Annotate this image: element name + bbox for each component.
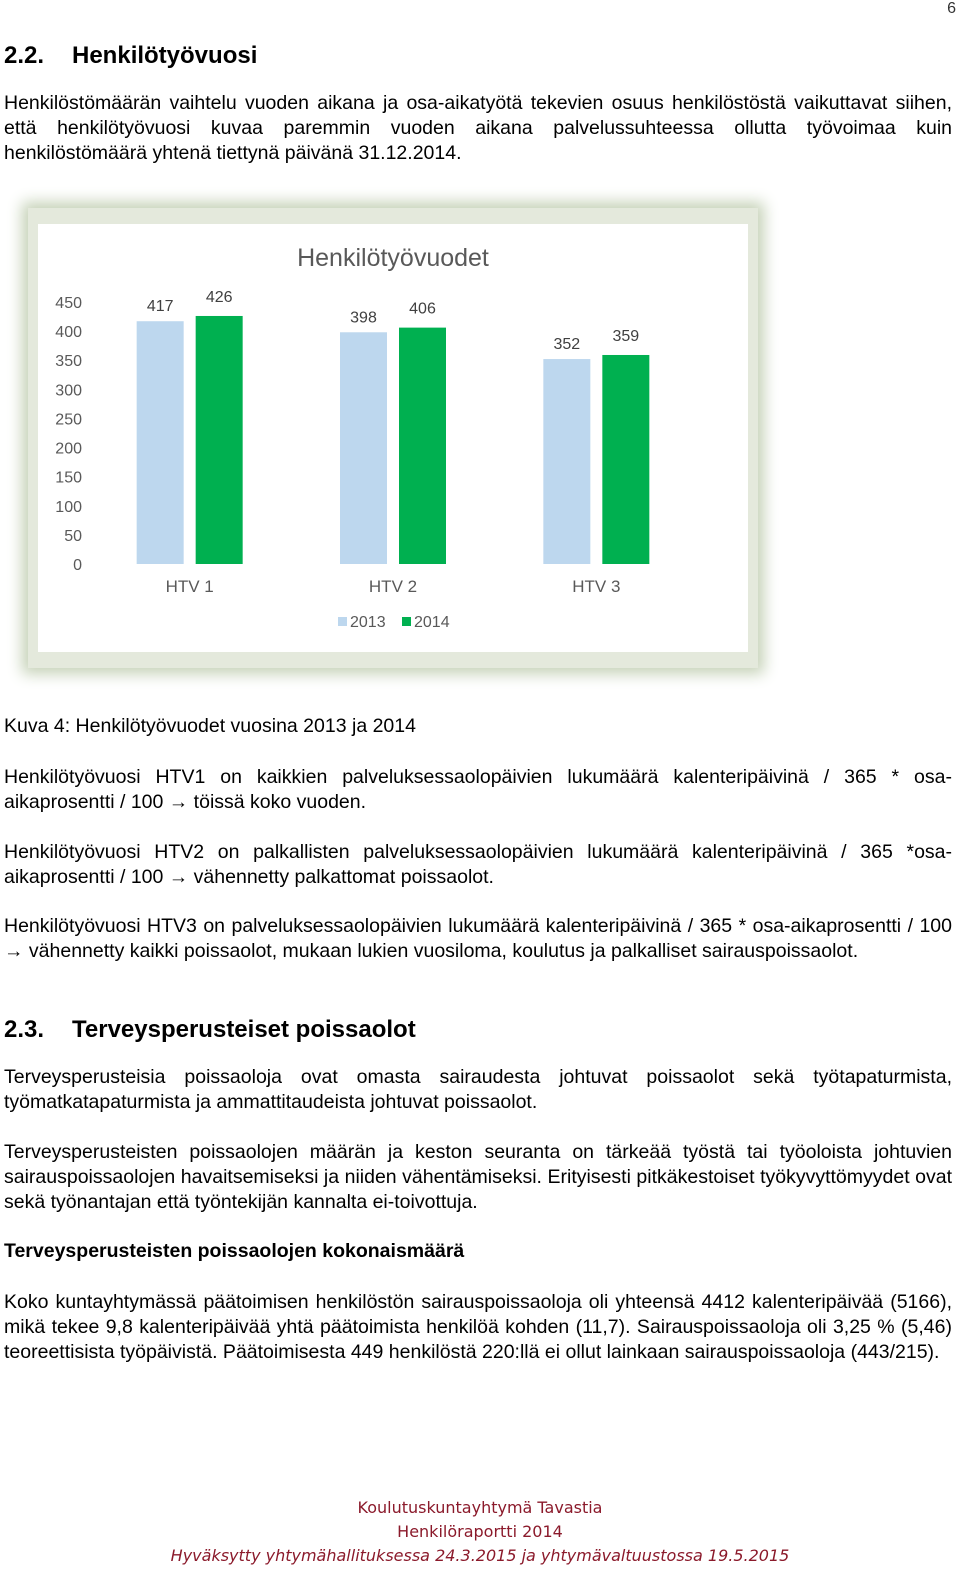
- bar-2014-htv3: [602, 355, 649, 564]
- data-label: 398: [350, 309, 377, 327]
- bar-2013-htv1: [137, 321, 184, 564]
- monitoring-paragraph: Terveysperusteisten poissaolojen määrän ja keston seuranta on tärkeää työstä tai työoloista johtuvien sairauspoissaolojen havaitsemiseksi ja niiden vähentämiseksi. Erityisesti pitkäkestoiset työkyvyttömyydet ovat sekä työnantajan että työntekijän kannalta ei-toivottuja.: [4, 1141, 952, 1213]
- x-category-label: HTV 3: [572, 577, 621, 596]
- y-tick-label: 350: [55, 353, 82, 371]
- chart-frame: [28, 208, 758, 668]
- section-number: 2.3.: [4, 1016, 45, 1043]
- section-number: 2.2.: [4, 42, 45, 69]
- data-label: 426: [205, 288, 233, 306]
- data-label: 417: [146, 298, 174, 316]
- section-title: Henkilötyövuosi: [72, 42, 258, 69]
- chart-title: Henkilötyövuodet: [297, 244, 489, 272]
- bar-2014-htv2: [399, 328, 446, 564]
- legend-label: 2013: [350, 614, 386, 631]
- y-tick-label: 250: [55, 411, 82, 429]
- absence-definition-paragraph: Terveysperusteisia poissaoloja ovat omasta sairaudesta johtuvat poissaolot sekä työtapaturmista, työmatkatapaturmista ja ammattitaudeista johtuvat poissaolot.: [4, 1066, 952, 1113]
- y-tick-label: 150: [55, 469, 82, 487]
- y-tick-label: 300: [55, 382, 82, 400]
- section-heading-henkilotyovuosi: [4, 42, 257, 70]
- section-heading-terveysperusteiset: [4, 1016, 416, 1044]
- footer-approval: Hyväksytty yhtymähallituksessa 24.3.2015 ja yhtymävaltuustossa 19.5.2015: [170, 1546, 790, 1565]
- htv2-paragraph: Henkilötyövuosi HTV2 on palkallisten palveluksessaolopäivien lukumäärä kalenteripäivinä / 365 *osa-aikaprosentti / 100 → vähennetty palkattomat poissaolot.: [4, 841, 952, 888]
- section-title: Terveysperusteiset poissaolot: [72, 1016, 416, 1043]
- data-label: 359: [612, 327, 640, 345]
- total-absences-paragraph: Koko kuntayhtymässä päätoimisen henkilöstön sairauspoissaoloja oli yhteensä 4412 kalenteripäivää (5166), mikä tekee 9,8 kalenteripäivää yhtä päätoimista henkilöä kohden (11,7). Sairauspoissaoloja oli 3,25 % (5,46) teoreettisista työpäivistä. Päätoimisesta 449 henkilöstä 220:llä ei ollut lainkaan sairauspoissaoloja (443/215).: [4, 1291, 952, 1363]
- data-label: 406: [409, 300, 436, 318]
- bar-2014-htv1: [196, 316, 243, 564]
- htv3-paragraph: Henkilötyövuosi HTV3 on palveluksessaolopäivien lukumäärä kalenteripäivinä / 365 * osa-aikaprosentti / 100 → vähennetty kaikki poissaolot, mukaan lukien vuosiloma, koulutus ja palkalliset sairauspoissaolot.: [4, 915, 952, 962]
- legend-swatch-2014: [402, 617, 411, 626]
- footer-organization: Koulutuskuntayhtymä Tavastia: [357, 1498, 603, 1517]
- subheading-total-absences: Terveysperusteisten poissaolojen kokonaismäärä: [4, 1240, 465, 1262]
- y-tick-label: 0: [73, 557, 82, 574]
- htv1-paragraph: Henkilötyövuosi HTV1 on kaikkien palveluksessaolopäivien lukumäärä kalenteripäivinä / 365 * osa-aikaprosentti / 100 → töissä koko vuoden.: [4, 766, 952, 813]
- bar-2013-htv3: [543, 359, 590, 564]
- intro-paragraph: Henkilöstömäärän vaihtelu vuoden aikana ja osa-aikatyötä tekevien osuus henkilöstöstä vaikuttavat siihen, että henkilötyövuosi kuvaa paremmin vuoden aikana palvelussuhteessa ollutta työvoimaa kuin henkilöstömäärä yhtenä tiettynä päivänä 31.12.2014.: [4, 92, 952, 164]
- bar-2013-htv2: [340, 332, 387, 564]
- x-category-label: HTV 1: [165, 577, 214, 596]
- y-tick-label: 400: [55, 324, 82, 342]
- data-label: 352: [553, 336, 581, 354]
- bar-chart: [38, 224, 748, 652]
- page-number: 6: [947, 0, 956, 17]
- y-tick-label: 50: [64, 527, 82, 545]
- figure-caption: Kuva 4: Henkilötyövuodet vuosina 2013 ja 2014: [4, 715, 416, 737]
- footer-report-name: Henkilöraportti 2014: [397, 1522, 563, 1541]
- x-category-label: HTV 2: [368, 577, 418, 596]
- y-tick-label: 450: [55, 295, 82, 312]
- y-tick-label: 100: [55, 498, 82, 516]
- y-tick-label: 200: [55, 440, 82, 458]
- legend-swatch-2013: [338, 617, 347, 626]
- legend-label: 2014: [414, 614, 450, 631]
